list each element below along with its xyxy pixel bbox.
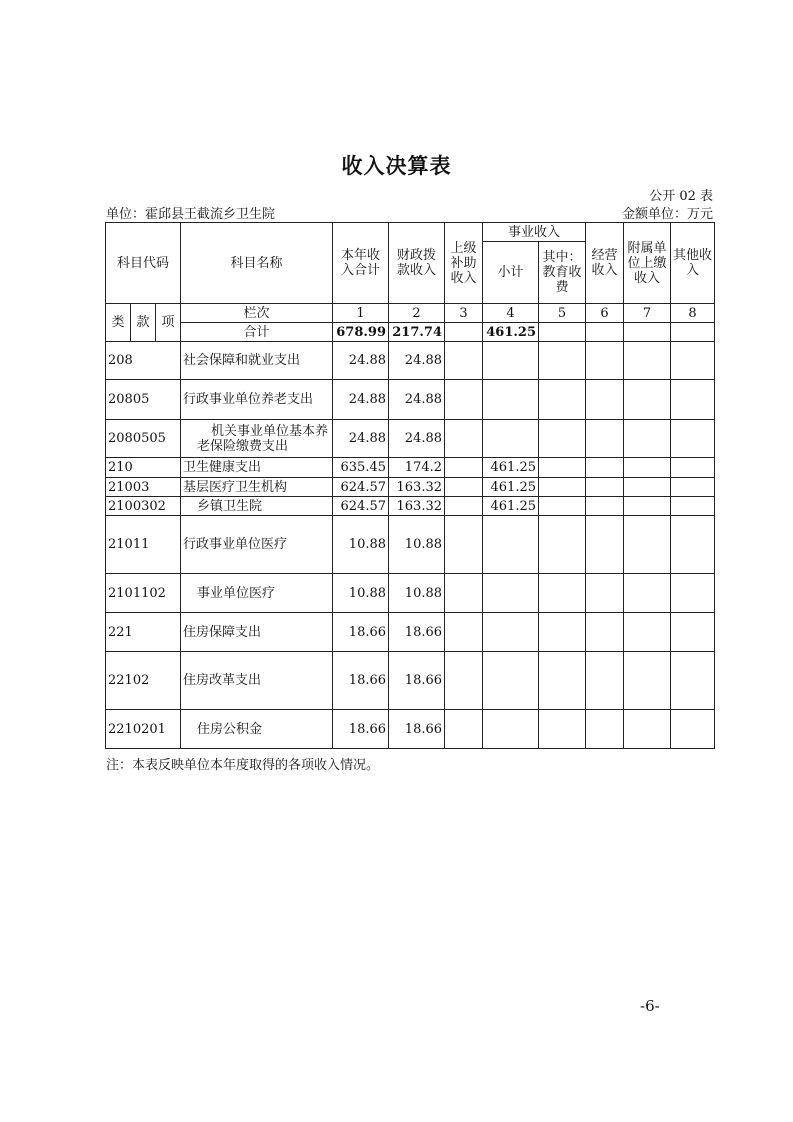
header-operating-income: 经营收入: [586, 223, 624, 304]
row-value: [624, 380, 671, 420]
row-value: [539, 497, 586, 516]
row-value: [586, 652, 624, 710]
total-value: [671, 323, 715, 342]
table-row: [106, 613, 715, 652]
column-number: 6: [586, 304, 624, 323]
total-value: [445, 323, 483, 342]
unit-label: 单位：霍邱县王截流乡卫生院: [106, 207, 276, 222]
row-value: [671, 497, 715, 516]
header-section: 款: [131, 304, 156, 342]
row-value: 24.88: [333, 420, 389, 458]
row-value: 24.88: [389, 380, 445, 420]
row-value: 163.32: [389, 497, 445, 516]
row-value: 624.57: [333, 497, 389, 516]
row-name: 住房保障支出: [181, 613, 333, 652]
row-value: [671, 652, 715, 710]
row-value: [586, 420, 624, 458]
row-value: 461.25: [483, 497, 539, 516]
row-value: 10.88: [389, 516, 445, 574]
row-code: 2100302: [106, 497, 181, 516]
column-number: 1: [333, 304, 389, 323]
row-value: [671, 420, 715, 458]
row-value: [586, 613, 624, 652]
row-value: [624, 613, 671, 652]
header-superior-subsidy: 上级补助收入: [445, 223, 483, 304]
row-code: 21011: [106, 516, 181, 574]
row-name: 行政事业单位医疗: [181, 516, 333, 574]
table-row: [106, 420, 715, 458]
row-value: [586, 574, 624, 613]
row-value: [539, 458, 586, 478]
total-value: [586, 323, 624, 342]
column-number: 7: [624, 304, 671, 323]
row-code: 2210201: [106, 710, 181, 749]
row-value: [539, 652, 586, 710]
page-number: -6-: [640, 997, 660, 1015]
row-value: 24.88: [389, 420, 445, 458]
header-business-income: 事业收入: [483, 223, 586, 242]
column-index-label: 栏次: [181, 304, 333, 323]
header-class: 类: [106, 304, 131, 342]
row-value: [624, 652, 671, 710]
table-row: [106, 458, 715, 478]
header-affiliated-income: 附属单位上缴收入: [624, 223, 671, 304]
header-subject-code: 科目代码: [106, 223, 181, 304]
row-value: 24.88: [333, 380, 389, 420]
row-value: [483, 613, 539, 652]
row-value: 10.88: [389, 574, 445, 613]
row-name: 机关事业单位基本养老保险缴费支出: [181, 420, 333, 458]
row-value: [671, 458, 715, 478]
row-name: 社会保障和就业支出: [181, 342, 333, 380]
row-value: [445, 710, 483, 749]
row-value: [586, 497, 624, 516]
row-value: [671, 342, 715, 380]
row-value: [483, 574, 539, 613]
row-code: 2101102: [106, 574, 181, 613]
footnote: 注：本表反映单位本年度取得的各项收入情况。: [106, 758, 380, 773]
table-row: [106, 497, 715, 516]
row-value: 18.66: [389, 710, 445, 749]
row-value: 18.66: [389, 652, 445, 710]
row-code: 20805: [106, 380, 181, 420]
total-row: [106, 323, 715, 342]
row-value: [445, 380, 483, 420]
row-value: [539, 710, 586, 749]
row-value: [483, 380, 539, 420]
table-row: [106, 342, 715, 380]
table-row: [106, 710, 715, 749]
row-value: [445, 652, 483, 710]
column-number: 8: [671, 304, 715, 323]
row-value: 10.88: [333, 516, 389, 574]
row-value: [586, 516, 624, 574]
table-number: 公开 02 表: [649, 189, 713, 204]
row-value: [624, 710, 671, 749]
row-value: [539, 478, 586, 497]
row-value: [586, 380, 624, 420]
header-other-income: 其他收入: [671, 223, 715, 304]
row-name: 住房公积金: [181, 710, 333, 749]
header-subject-name: 科目名称: [181, 223, 333, 304]
header-item: 项: [156, 304, 181, 342]
row-code: 210: [106, 458, 181, 478]
row-value: 10.88: [333, 574, 389, 613]
row-value: [445, 497, 483, 516]
table-row: [106, 652, 715, 710]
row-name: 乡镇卫生院: [181, 497, 333, 516]
row-value: [671, 574, 715, 613]
row-value: [539, 574, 586, 613]
row-value: 461.25: [483, 478, 539, 497]
row-value: [671, 516, 715, 574]
row-code: 208: [106, 342, 181, 380]
row-value: [483, 420, 539, 458]
row-value: [624, 420, 671, 458]
row-value: [624, 497, 671, 516]
row-value: [445, 516, 483, 574]
row-name: 行政事业单位养老支出: [181, 380, 333, 420]
row-value: [445, 574, 483, 613]
amount-unit-label: 金额单位：万元: [621, 207, 713, 222]
row-value: [624, 516, 671, 574]
page-title: 收入决算表: [341, 154, 452, 178]
row-value: [586, 458, 624, 478]
row-code: 21003: [106, 478, 181, 497]
row-value: [483, 516, 539, 574]
table-row: [106, 478, 715, 497]
row-value: [539, 516, 586, 574]
row-value: [586, 710, 624, 749]
row-code: 2080505: [106, 420, 181, 458]
row-value: [483, 342, 539, 380]
row-value: 18.66: [333, 613, 389, 652]
row-code: 221: [106, 613, 181, 652]
row-value: 24.88: [333, 342, 389, 380]
row-value: [445, 458, 483, 478]
row-name: 事业单位医疗: [181, 574, 333, 613]
header-subtotal: 小计: [483, 242, 539, 304]
row-value: [445, 342, 483, 380]
row-name: 基层医疗卫生机构: [181, 478, 333, 497]
row-value: 461.25: [483, 458, 539, 478]
total-value: 461.25: [483, 323, 539, 342]
row-value: [624, 458, 671, 478]
row-value: [445, 420, 483, 458]
row-name: 住房改革支出: [181, 652, 333, 710]
row-value: [539, 420, 586, 458]
row-name: 卫生健康支出: [181, 458, 333, 478]
row-value: 163.32: [389, 478, 445, 497]
column-number: 4: [483, 304, 539, 323]
row-value: 18.66: [333, 710, 389, 749]
table-row: [106, 516, 715, 574]
row-value: [624, 342, 671, 380]
row-value: [671, 613, 715, 652]
row-value: [445, 478, 483, 497]
table-row: [106, 574, 715, 613]
row-value: [671, 478, 715, 497]
row-value: 624.57: [333, 478, 389, 497]
table-row: [106, 380, 715, 420]
row-value: 18.66: [389, 613, 445, 652]
row-value: [671, 380, 715, 420]
row-value: [586, 342, 624, 380]
row-value: 24.88: [389, 342, 445, 380]
total-value: 678.99: [333, 323, 389, 342]
column-number: 3: [445, 304, 483, 323]
row-code: 22102: [106, 652, 181, 710]
row-value: [483, 710, 539, 749]
row-value: [539, 342, 586, 380]
total-label: 合计: [181, 323, 333, 342]
header-total-income: 本年收入合计: [333, 223, 389, 304]
row-value: 174.2: [389, 458, 445, 478]
row-value: [539, 380, 586, 420]
column-number: 2: [389, 304, 445, 323]
row-value: 635.45: [333, 458, 389, 478]
row-value: [586, 478, 624, 497]
income-table: [105, 222, 715, 749]
row-value: [671, 710, 715, 749]
row-value: [445, 613, 483, 652]
row-value: [539, 613, 586, 652]
row-value: [483, 652, 539, 710]
total-value: [624, 323, 671, 342]
row-value: 18.66: [333, 652, 389, 710]
column-number: 5: [539, 304, 586, 323]
row-value: [624, 574, 671, 613]
total-value: 217.74: [389, 323, 445, 342]
total-value: [539, 323, 586, 342]
row-value: [624, 478, 671, 497]
header-education-fee: 其中：教育收费: [539, 242, 586, 304]
header-fiscal-income: 财政拨款收入: [389, 223, 445, 304]
